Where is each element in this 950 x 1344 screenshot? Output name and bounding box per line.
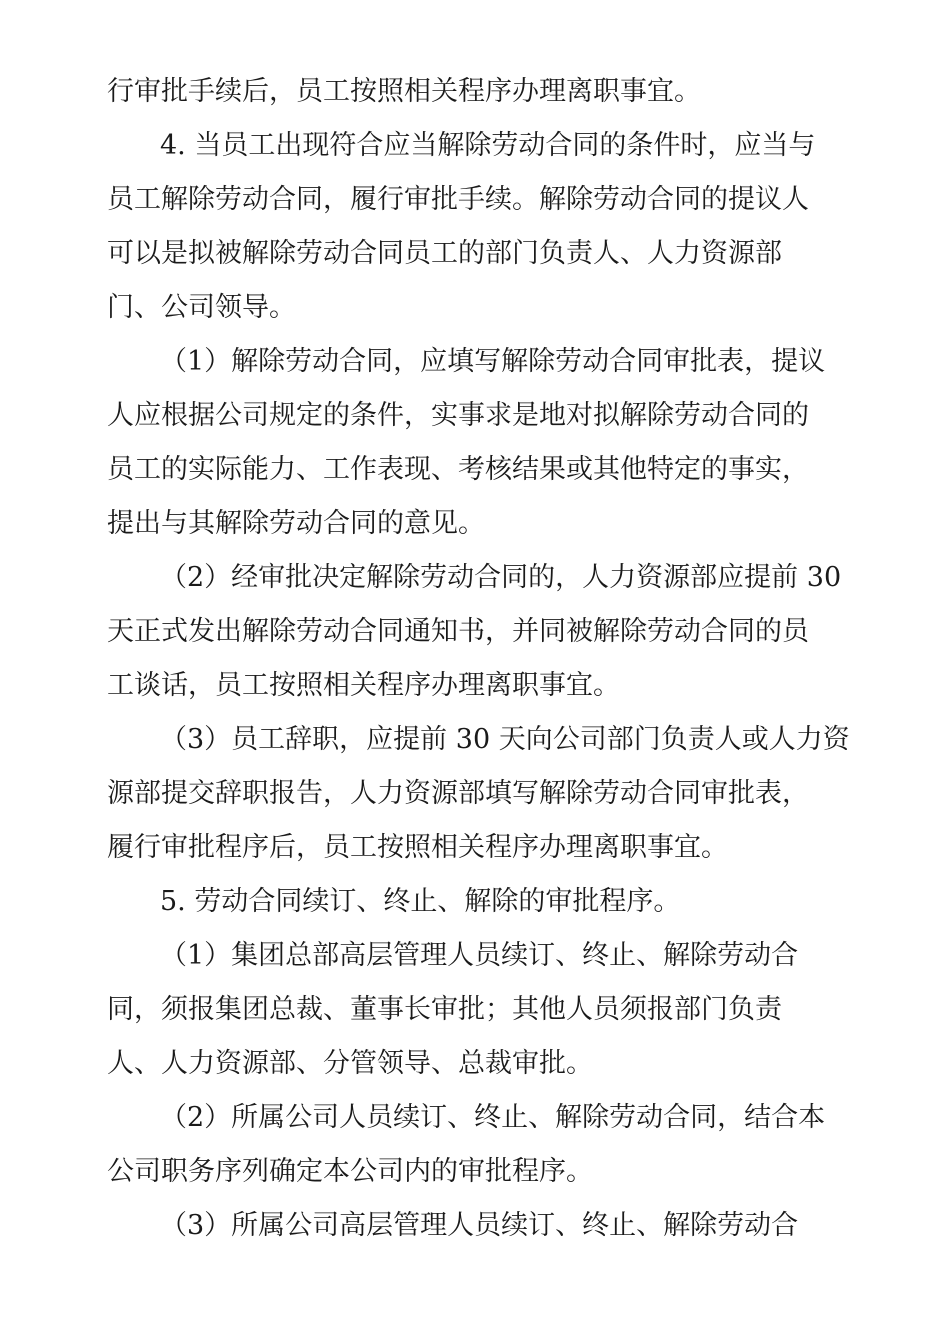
text-line-11: 天正式发出解除劳动合同通知书，并同被解除劳动合同的员 xyxy=(107,616,809,647)
text-line-10: （2）经审批决定解除劳动合同的，人力资源部应提前 30 xyxy=(160,562,842,593)
text-line-19: 人、人力资源部、分管领导、总裁审批。 xyxy=(107,1048,593,1079)
text-line-22: （3）所属公司高层管理人员续订、终止、解除劳动合 xyxy=(160,1210,799,1241)
text-line-12: 工谈话，员工按照相关程序办理离职事宜。 xyxy=(107,670,620,701)
text-line-8: 员工的实际能力、工作表现、考核结果或其他特定的事实， xyxy=(107,454,809,485)
text-line-14: 源部提交辞职报告，人力资源部填写解除劳动合同审批表， xyxy=(107,778,809,809)
text-line-20: （2）所属公司人员续订、终止、解除劳动合同，结合本 xyxy=(160,1102,826,1133)
text-line-15: 履行审批程序后，员工按照相关程序办理离职事宜。 xyxy=(107,832,728,863)
text-line-2: 4. 当员工出现符合应当解除劳动合同的条件时，应当与 xyxy=(160,130,816,161)
text-line-18: 同，须报集团总裁、董事长审批；其他人员须报部门负责 xyxy=(107,994,782,1025)
text-line-9: 提出与其解除劳动合同的意见。 xyxy=(107,508,485,539)
text-line-1: 行审批手续后，员工按照相关程序办理离职事宜。 xyxy=(107,76,701,107)
text-line-16: 5. 劳动合同续订、终止、解除的审批程序。 xyxy=(160,886,681,917)
text-line-5: 门、公司领导。 xyxy=(107,292,296,323)
text-line-3: 员工解除劳动合同，履行审批手续。解除劳动合同的提议人 xyxy=(107,184,809,215)
text-line-6: （1）解除劳动合同，应填写解除劳动合同审批表，提议 xyxy=(160,346,826,377)
text-line-21: 公司职务序列确定本公司内的审批程序。 xyxy=(107,1156,593,1187)
text-line-17: （1）集团总部高层管理人员续订、终止、解除劳动合 xyxy=(160,940,799,971)
text-line-4: 可以是拟被解除劳动合同员工的部门负责人、人力资源部 xyxy=(107,238,782,269)
text-line-7: 人应根据公司规定的条件，实事求是地对拟解除劳动合同的 xyxy=(107,400,809,431)
text-line-13: （3）员工辞职，应提前 30 天向公司部门负责人或人力资 xyxy=(160,724,850,755)
